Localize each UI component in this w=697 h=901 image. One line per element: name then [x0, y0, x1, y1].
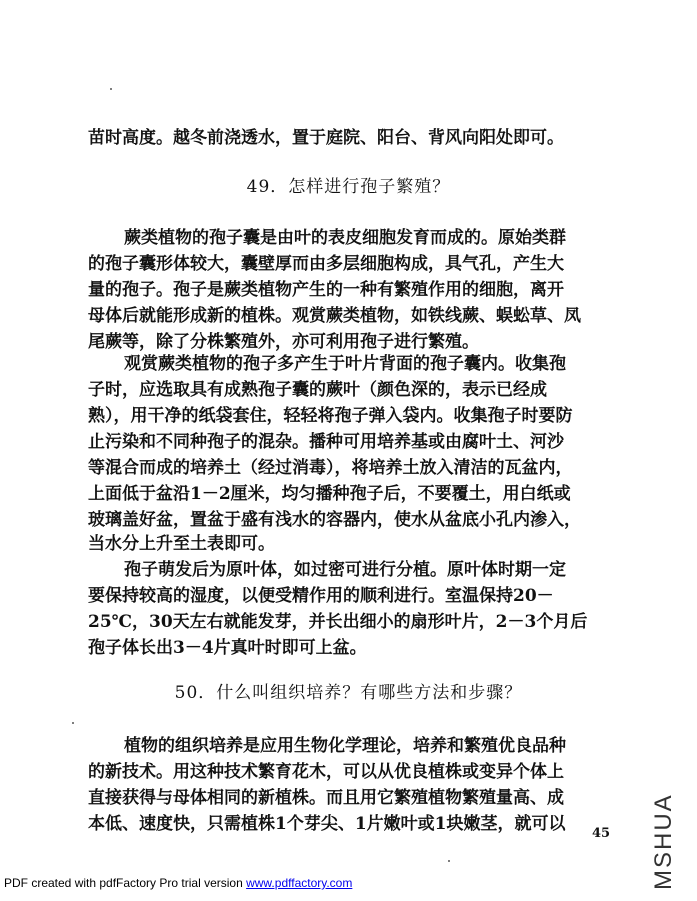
paragraph-line: 孢子体长出3－4片真叶时即可上盆。: [88, 638, 367, 658]
paragraph-line: 当水分上升至土表即可。: [88, 534, 275, 554]
paragraph-line: 孢子萌发后为原叶体，如过密可进行分植。原叶体时期一定: [124, 560, 566, 580]
paragraph-line: 玻璃盖好盆，置盆于盛有浅水的容器内，使水从盆底小孔内渗入，: [88, 510, 581, 530]
paragraph-line: 的孢子囊形体较大，囊壁厚而由多层细胞构成，具气孔，产生大: [88, 254, 564, 274]
paragraph-line: 尾蕨等，除了分株繁殖外，亦可利用孢子进行繁殖。: [88, 332, 479, 352]
paragraph-line: 子时，应选取具有成熟孢子囊的蕨叶（颜色深的，表示已经成: [88, 380, 547, 400]
paragraph-line: 量的孢子。孢子是蕨类植物产生的一种有繁殖作用的细胞，离开: [88, 280, 564, 300]
section-50-heading: 50．什么叫组织培养？有哪些方法和步骤？: [174, 683, 523, 703]
paragraph-line: 止污染和不同种孢子的混杂。播种可用培养基或由腐叶土、河沙: [88, 432, 564, 452]
paragraph-line: 观赏蕨类植物的孢子多产生于叶片背面的孢子囊内。收集孢: [124, 354, 566, 374]
paragraph-line: 本低、速度快，只需植株1个芽尖、1片嫩叶或1块嫩茎，就可以: [88, 814, 566, 834]
page-number: 45: [592, 826, 611, 841]
watermark: MSHUA: [650, 793, 677, 890]
scan-speck: [72, 722, 74, 724]
section-49-heading: 49．怎样进行孢子繁殖？: [246, 177, 451, 197]
paragraph-line: 上面低于盆沿1－2厘米，均匀播种孢子后，不要覆土，用白纸或: [88, 484, 571, 504]
paragraph-line: 直接获得与母体相同的新植株。而且用它繁殖植物繁殖量高、成: [88, 788, 564, 808]
paragraph-line: 植物的组织培养是应用生物化学理论，培养和繁殖优良品种: [124, 736, 566, 756]
paragraph-line: 熟），用干净的纸袋套住，轻轻将孢子弹入袋内。收集孢子时要防: [88, 406, 573, 426]
paragraph-line: 母体后就能形成新的植株。观赏蕨类植物，如铁线蕨、蜈蚣草、凤: [88, 306, 581, 326]
footer-link[interactable]: www.pdffactory.com: [246, 876, 353, 890]
scan-speck: [448, 860, 450, 862]
paragraph-line: 要保持较高的湿度，以便受精作用的顺利进行。室温保持20－: [88, 586, 554, 606]
scan-speck: [110, 88, 112, 90]
pdf-footer: [4, 876, 352, 890]
paragraph-line: 等混合而成的培养土（经过消毒），将培养土放入清洁的瓦盆内，: [88, 458, 573, 478]
paragraph-line: 25℃，30天左右就能发芽，并长出细小的扇形叶片，2－3个月后: [88, 612, 588, 632]
paragraph-line: 的新技术。用这种技术繁育花木，可以从优良植株或变异个体上: [88, 762, 564, 782]
footer-text: PDF created with pdfFactory Pro trial version: [4, 876, 247, 890]
paragraph-line: 蕨类植物的孢子囊是由叶的表皮细胞发育而成的。原始类群: [124, 228, 566, 248]
top-line: 苗时高度。越冬前浇透水，置于庭院、阳台、背风向阳处即可。: [88, 128, 564, 148]
